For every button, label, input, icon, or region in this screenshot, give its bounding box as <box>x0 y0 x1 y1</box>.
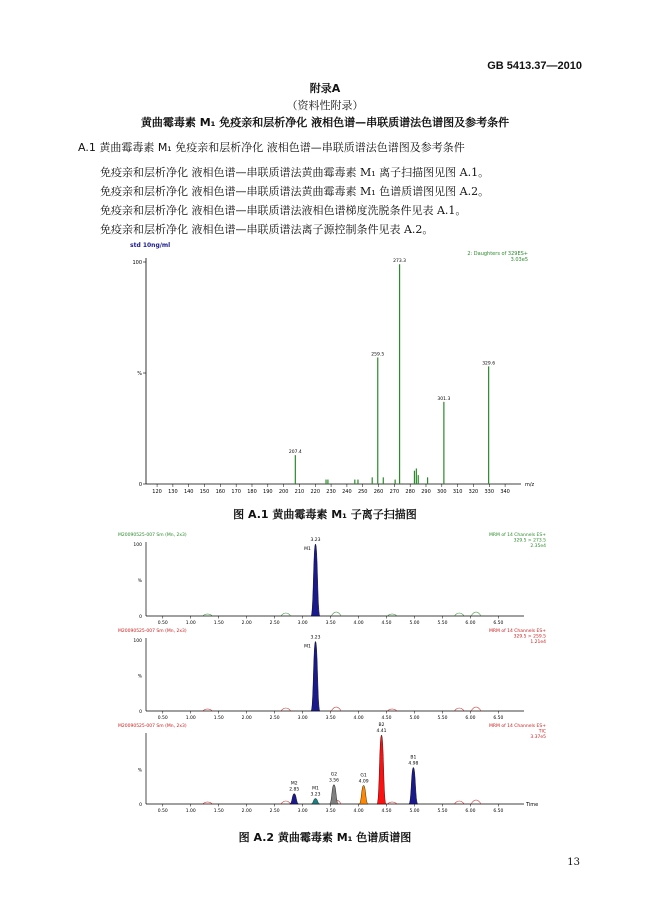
chromatogram-peak <box>311 641 320 711</box>
x-tick-label: 170 <box>231 489 241 495</box>
chromatogram-peak <box>359 785 368 804</box>
x-tick-label: 290 <box>421 489 431 495</box>
x-tick-label: 4.00 <box>353 716 364 721</box>
x-tick-label: 280 <box>405 489 415 495</box>
chromatogram-peak <box>409 767 418 804</box>
x-tick-label: 190 <box>263 489 273 495</box>
panel-header: 1.21e4 <box>530 640 546 645</box>
baseline-noise <box>281 801 291 804</box>
x-tick-label: 6.00 <box>465 716 476 721</box>
peak-rt-label: 3.23 <box>310 538 321 543</box>
baseline-noise <box>281 613 291 616</box>
x-tick-label: 230 <box>326 489 336 495</box>
x-tick-label: 130 <box>168 489 178 495</box>
chromatogram-peak <box>311 798 320 804</box>
appendix-note: （资料性附录） <box>286 99 364 112</box>
x-tick-label: 160 <box>215 489 226 495</box>
x-tick-label: 4.50 <box>381 716 392 721</box>
x-axis-label: Time <box>526 802 539 808</box>
y-tick-label: % <box>137 371 142 377</box>
peak-label: 259.5 <box>371 352 385 358</box>
baseline-noise <box>281 708 291 711</box>
appendix-label: 附录A <box>309 82 341 95</box>
peak-name-label: M1 <box>304 644 311 650</box>
paragraph: 免疫亲和层析净化 液相色谱—串联质谱法离子源控制条件见表 A.2。 <box>100 223 434 236</box>
x-tick-label: 1.00 <box>185 621 196 626</box>
x-tick-label: 210 <box>294 489 305 495</box>
x-tick-label: 150 <box>199 489 210 495</box>
figure-a1-ion-scan <box>118 240 543 498</box>
x-tick-label: 3.00 <box>297 716 308 721</box>
x-tick-label: 0.50 <box>157 621 168 626</box>
baseline-noise <box>454 613 464 616</box>
x-tick-label: 4.50 <box>381 621 392 626</box>
section-heading: A.1 黄曲霉毒素 M₁ 免疫亲和层析净化 液相色谱—串联质谱法色谱图及参考条件 <box>78 141 465 154</box>
peak-name-label: G1 <box>360 773 367 779</box>
chromatogram-peak <box>329 785 338 804</box>
x-tick-label: 5.00 <box>409 716 420 721</box>
x-tick-label: 5.50 <box>437 716 448 721</box>
panel-header: 2.35e4 <box>530 544 546 549</box>
baseline-noise <box>331 612 341 616</box>
x-tick-label: 3.50 <box>325 809 336 814</box>
peak-rt-label: 2.85 <box>289 787 300 793</box>
peak-label: 207.4 <box>288 450 302 456</box>
standard-number: GB 5413.37—2010 <box>487 60 582 72</box>
figure-a2-chromatograms <box>118 528 548 823</box>
panel-header: MRM of 14 Channels ES+ <box>489 724 546 729</box>
legend-label: 3.03e5 <box>510 257 528 263</box>
x-tick-label: 300 <box>437 489 447 495</box>
peak-rt-label: 4.98 <box>408 761 419 767</box>
x-tick-label: 4.00 <box>353 809 364 814</box>
x-tick-label: 1.50 <box>213 716 224 721</box>
x-tick-label: 200 <box>278 489 289 495</box>
y-tick-label: 0 <box>139 615 142 620</box>
x-tick-label: 180 <box>247 489 257 495</box>
y-tick-label: % <box>137 674 142 680</box>
x-tick-label: 2.00 <box>241 809 252 814</box>
panel-header: 3.37e5 <box>530 735 546 740</box>
figure-a2-caption: 图 A.2 黄曲霉毒素 M₁ 色谱质谱图 <box>238 831 412 844</box>
panel-header: 329.5 > 259.5 <box>513 634 546 640</box>
baseline-noise <box>471 800 481 804</box>
x-tick-label: 2.00 <box>241 621 252 626</box>
x-tick-label: 1.00 <box>185 716 196 721</box>
x-tick-label: 3.00 <box>297 809 308 814</box>
x-tick-label: 330 <box>484 489 495 495</box>
panel-header: MRM of 14 Channels ES+ <box>489 533 546 538</box>
x-tick-label: 2.00 <box>241 716 252 721</box>
y-tick-label: 100 <box>133 543 142 548</box>
paragraph: 免疫亲和层析净化 液相色谱—串联质谱法黄曲霉毒素 M₁ 色谱质谱图见图 A.2。 <box>100 185 490 198</box>
peak-name-label: M1 <box>304 547 311 552</box>
x-tick-label: 270 <box>389 489 400 495</box>
x-tick-label: 2.50 <box>269 809 280 814</box>
paragraph: 免疫亲和层析净化 液相色谱—串联质谱法黄曲霉毒素 M₁ 离子扫描图见图 A.1。 <box>100 166 490 179</box>
panel-header: M20090525-007 Sm (Mn, 2x3) <box>118 724 187 729</box>
panel-header: 329.5 > 273.5 <box>513 538 546 544</box>
panel-header: M20090525-007 Sm (Mn, 2x3) <box>118 629 187 634</box>
y-tick-label: 0 <box>139 803 142 808</box>
y-tick-label: % <box>137 579 142 584</box>
x-tick-label: 3.50 <box>325 716 336 721</box>
x-tick-label: 6.50 <box>493 621 504 626</box>
x-tick-label: 5.00 <box>409 809 420 814</box>
baseline-noise <box>331 707 341 711</box>
x-tick-label: 0.50 <box>157 809 168 814</box>
y-tick-label: 100 <box>132 260 142 266</box>
appendix-title: 黄曲霉毒素 M₁ 免疫亲和层析净化 液相色谱—串联质谱法色谱图及参考条件 <box>140 116 510 129</box>
x-tick-label: 1.50 <box>213 809 224 814</box>
baseline-noise <box>471 707 481 711</box>
x-tick-label: 320 <box>468 489 479 495</box>
x-tick-label: 6.00 <box>465 809 476 814</box>
peak-rt-label: 3.23 <box>310 635 321 641</box>
y-tick-label: 0 <box>139 710 142 715</box>
x-tick-label: 5.50 <box>437 809 448 814</box>
peak-name-label: M1 <box>312 786 319 792</box>
x-tick-label: 0.50 <box>157 716 168 721</box>
legend-label: 2: Daughters of 329ES+ <box>467 251 528 257</box>
chromatogram-peak <box>377 735 386 804</box>
peak-name-label: M2 <box>290 781 298 787</box>
x-tick-label: 2.50 <box>269 716 280 721</box>
x-tick-label: 5.50 <box>437 621 448 626</box>
panel-header: M20090525-007 Sm (Mn, 2x3) <box>118 533 187 538</box>
x-tick-label: 3.00 <box>297 621 308 626</box>
x-tick-label: 140 <box>183 489 194 495</box>
x-tick-label: 4.50 <box>381 809 392 814</box>
panel-header: TIC <box>538 729 546 735</box>
x-tick-label: 5.00 <box>409 621 420 626</box>
peak-rt-label: 4.41 <box>376 729 387 734</box>
baseline-noise <box>454 801 464 804</box>
x-tick-label: 1.00 <box>185 809 196 814</box>
chromatogram-peak <box>311 544 320 616</box>
chromatogram-peak <box>290 794 299 804</box>
peak-name-label: G2 <box>330 772 338 778</box>
peak-label: 273.3 <box>393 259 407 265</box>
panel-header: MRM of 14 Channels ES+ <box>489 629 546 634</box>
peak-rt-label: 4.09 <box>358 779 369 785</box>
x-tick-label: 310 <box>452 489 463 495</box>
x-tick-label: 3.50 <box>325 621 336 626</box>
x-tick-label: 220 <box>310 489 321 495</box>
y-tick-label: 100 <box>133 639 142 644</box>
baseline-noise <box>471 612 481 616</box>
baseline-noise <box>454 708 464 711</box>
peak-label: 301.3 <box>437 396 451 402</box>
x-tick-label: 6.50 <box>493 716 504 721</box>
x-tick-label: 2.50 <box>269 621 280 626</box>
peak-label: 329.6 <box>482 361 496 367</box>
peak-name-label: B2 <box>378 723 385 728</box>
x-tick-label: 4.00 <box>353 621 364 626</box>
peak-rt-label: 3.56 <box>328 778 339 784</box>
x-tick-label: 340 <box>500 489 510 495</box>
y-tick-label: 0 <box>138 482 142 488</box>
x-tick-label: 240 <box>342 489 352 495</box>
x-tick-label: 6.50 <box>493 809 504 814</box>
x-tick-label: 6.00 <box>465 621 476 626</box>
peak-name-label: B1 <box>410 755 417 761</box>
x-tick-label: 260 <box>373 489 384 495</box>
chart-title: std 10ng/ml <box>130 242 171 249</box>
y-tick-label: % <box>137 768 142 774</box>
x-tick-label: 1.50 <box>213 621 224 626</box>
x-axis-label: m/z <box>525 482 535 488</box>
peak-rt-label: 3.23 <box>310 792 321 798</box>
figure-a1-caption: 图 A.1 黄曲霉毒素 M₁ 子离子扫描图 <box>233 508 417 521</box>
page-number: 13 <box>567 857 580 868</box>
x-tick-label: 120 <box>152 489 162 495</box>
x-tick-label: 250 <box>357 489 368 495</box>
paragraph: 免疫亲和层析净化 液相色谱—串联质谱法液相色谱梯度洗脱条件见表 A.1。 <box>100 204 467 217</box>
